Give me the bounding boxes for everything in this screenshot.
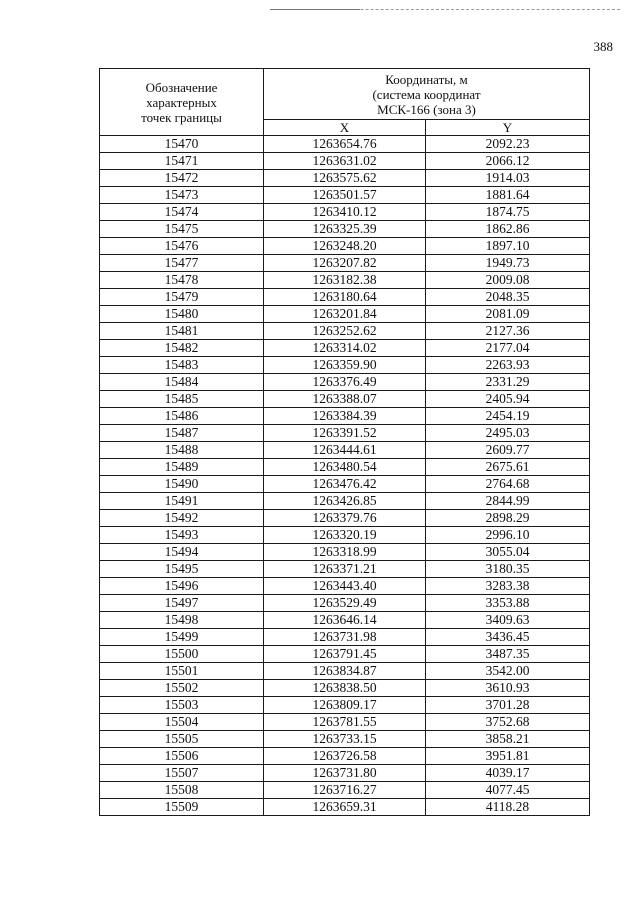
table-row [100, 527, 590, 544]
y-coordinate-cell: 4039.17 [426, 765, 590, 782]
table-row [100, 646, 590, 663]
x-coordinate-cell: 1263207.82 [264, 255, 426, 272]
x-coordinate-cell: 1263476.42 [264, 476, 426, 493]
point-cell: 15482 [100, 340, 264, 357]
y-coordinate-cell: 4077.45 [426, 782, 590, 799]
table-row [100, 510, 590, 527]
y-coordinate-cell: 3409.63 [426, 612, 590, 629]
point-cell: 15477 [100, 255, 264, 272]
table-row [100, 272, 590, 289]
x-coordinate-cell: 1263376.49 [264, 374, 426, 391]
table-row [100, 153, 590, 170]
table-row [100, 544, 590, 561]
x-coordinate-cell: 1263781.55 [264, 714, 426, 731]
table-row [100, 697, 590, 714]
x-coordinate-cell: 1263726.58 [264, 748, 426, 765]
point-cell: 15483 [100, 357, 264, 374]
coordinates-header [264, 69, 590, 120]
x-coordinate-cell: 1263529.49 [264, 595, 426, 612]
table-row [100, 459, 590, 476]
header-line: точек границы [141, 109, 222, 125]
point-cell: 15489 [100, 459, 264, 476]
y-coordinate-cell: 3055.04 [426, 544, 590, 561]
table-row [100, 187, 590, 204]
x-coordinate-cell: 1263426.85 [264, 493, 426, 510]
x-coordinate-cell: 1263791.45 [264, 646, 426, 663]
table-row [100, 561, 590, 578]
table-row [100, 204, 590, 221]
point-cell: 15498 [100, 612, 264, 629]
y-coordinate-cell: 2764.68 [426, 476, 590, 493]
y-coordinate-cell: 2048.35 [426, 289, 590, 306]
x-coordinate-cell: 1263388.07 [264, 391, 426, 408]
point-cell: 15507 [100, 765, 264, 782]
point-cell: 15476 [100, 238, 264, 255]
point-cell: 15495 [100, 561, 264, 578]
point-cell: 15503 [100, 697, 264, 714]
y-coordinate-cell: 2609.77 [426, 442, 590, 459]
table-row [100, 782, 590, 799]
point-cell: 15499 [100, 629, 264, 646]
y-coordinate-cell: 2177.04 [426, 340, 590, 357]
y-coordinate-cell: 1949.73 [426, 255, 590, 272]
table-row [100, 493, 590, 510]
point-cell: 15504 [100, 714, 264, 731]
x-coordinate-cell: 1263501.57 [264, 187, 426, 204]
y-coordinate-cell: 1874.75 [426, 204, 590, 221]
header-line: (система координат [372, 86, 481, 102]
y-coordinate-cell: 2675.61 [426, 459, 590, 476]
point-cell: 15505 [100, 731, 264, 748]
table-row [100, 391, 590, 408]
point-cell: 15494 [100, 544, 264, 561]
point-cell: 15491 [100, 493, 264, 510]
point-cell: 15478 [100, 272, 264, 289]
x-coordinate-cell: 1263180.64 [264, 289, 426, 306]
table-row [100, 306, 590, 323]
point-cell: 15487 [100, 425, 264, 442]
table-row [100, 340, 590, 357]
x-coordinate-cell: 1263201.84 [264, 306, 426, 323]
y-coordinate-cell: 3353.88 [426, 595, 590, 612]
point-cell: 15470 [100, 136, 264, 153]
x-coordinate-cell: 1263480.54 [264, 459, 426, 476]
table-row [100, 595, 590, 612]
table-row [100, 425, 590, 442]
x-coordinate-cell: 1263659.31 [264, 799, 426, 816]
table-row [100, 323, 590, 340]
x-coordinate-cell: 1263733.15 [264, 731, 426, 748]
point-cell: 15490 [100, 476, 264, 493]
x-coordinate-cell: 1263731.80 [264, 765, 426, 782]
x-coordinate-cell: 1263809.17 [264, 697, 426, 714]
point-cell: 15508 [100, 782, 264, 799]
x-coordinate-cell: 1263182.38 [264, 272, 426, 289]
x-coordinate-cell: 1263318.99 [264, 544, 426, 561]
header-line: МСК-166 (зона 3) [377, 101, 476, 117]
y-coordinate-cell: 1897.10 [426, 238, 590, 255]
coordinates-table [99, 68, 590, 816]
y-coordinate-cell: 2081.09 [426, 306, 590, 323]
scan-artifact-line [270, 9, 360, 10]
y-coordinate-cell: 2898.29 [426, 510, 590, 527]
coordinates-table-body [100, 136, 590, 816]
point-cell: 15479 [100, 289, 264, 306]
x-coordinate-cell: 1263834.87 [264, 663, 426, 680]
y-coordinate-cell: 3180.35 [426, 561, 590, 578]
table-row [100, 714, 590, 731]
y-coordinate-cell: 3701.28 [426, 697, 590, 714]
table-row [100, 408, 590, 425]
y-coordinate-cell: 3610.93 [426, 680, 590, 697]
point-cell: 15486 [100, 408, 264, 425]
table-row [100, 663, 590, 680]
table-row [100, 765, 590, 782]
point-cell: 15492 [100, 510, 264, 527]
y-coordinate-cell: 3951.81 [426, 748, 590, 765]
table-row [100, 289, 590, 306]
point-cell: 15497 [100, 595, 264, 612]
y-coordinate-cell: 2092.23 [426, 136, 590, 153]
table-row [100, 442, 590, 459]
x-coordinate-cell: 1263252.62 [264, 323, 426, 340]
x-coordinate-cell: 1263320.19 [264, 527, 426, 544]
table-row [100, 799, 590, 816]
header-line: Обозначение [145, 79, 218, 95]
x-coordinate-cell: 1263379.76 [264, 510, 426, 527]
x-coordinate-cell: 1263371.21 [264, 561, 426, 578]
point-cell: 15484 [100, 374, 264, 391]
x-coordinate-cell: 1263410.12 [264, 204, 426, 221]
x-coordinate-cell: 1263731.98 [264, 629, 426, 646]
header-line: характерных [146, 94, 217, 110]
x-coordinate-cell: 1263391.52 [264, 425, 426, 442]
table-row [100, 136, 590, 153]
y-coordinate-cell: 2844.99 [426, 493, 590, 510]
x-coordinate-cell: 1263654.76 [264, 136, 426, 153]
x-column-header: X [264, 120, 426, 136]
table-row [100, 578, 590, 595]
y-coordinate-cell: 1914.03 [426, 170, 590, 187]
point-cell: 15485 [100, 391, 264, 408]
point-cell: 15501 [100, 663, 264, 680]
table-row [100, 680, 590, 697]
x-coordinate-cell: 1263631.02 [264, 153, 426, 170]
point-cell: 15471 [100, 153, 264, 170]
y-coordinate-cell: 2263.93 [426, 357, 590, 374]
table-row [100, 238, 590, 255]
x-coordinate-cell: 1263444.61 [264, 442, 426, 459]
point-cell: 15493 [100, 527, 264, 544]
point-cell: 15481 [100, 323, 264, 340]
x-coordinate-cell: 1263443.40 [264, 578, 426, 595]
x-coordinate-cell: 1263646.14 [264, 612, 426, 629]
table-row [100, 255, 590, 272]
y-coordinate-cell: 2009.08 [426, 272, 590, 289]
y-coordinate-cell: 3858.21 [426, 731, 590, 748]
table-row [100, 629, 590, 646]
table-row [100, 748, 590, 765]
y-coordinate-cell: 2996.10 [426, 527, 590, 544]
x-coordinate-cell: 1263838.50 [264, 680, 426, 697]
y-coordinate-cell: 1881.64 [426, 187, 590, 204]
table-row [100, 374, 590, 391]
x-coordinate-cell: 1263359.90 [264, 357, 426, 374]
y-coordinate-cell: 3487.35 [426, 646, 590, 663]
y-coordinate-cell: 2066.12 [426, 153, 590, 170]
y-coordinate-cell: 2331.29 [426, 374, 590, 391]
point-cell: 15474 [100, 204, 264, 221]
x-coordinate-cell: 1263716.27 [264, 782, 426, 799]
table-row [100, 612, 590, 629]
y-coordinate-cell: 3283.38 [426, 578, 590, 595]
x-coordinate-cell: 1263384.39 [264, 408, 426, 425]
point-cell: 15496 [100, 578, 264, 595]
point-cell: 15475 [100, 221, 264, 238]
table-row [100, 731, 590, 748]
point-cell: 15472 [100, 170, 264, 187]
y-coordinate-cell: 3542.00 [426, 663, 590, 680]
point-cell: 15502 [100, 680, 264, 697]
point-cell: 15473 [100, 187, 264, 204]
table-row [100, 221, 590, 238]
table-row [100, 476, 590, 493]
point-designation-header [100, 69, 264, 136]
point-cell: 15506 [100, 748, 264, 765]
y-coordinate-cell: 2127.36 [426, 323, 590, 340]
header-line: Координаты, м [385, 71, 468, 87]
point-cell: 15480 [100, 306, 264, 323]
y-coordinate-cell: 2454.19 [426, 408, 590, 425]
x-coordinate-cell: 1263248.20 [264, 238, 426, 255]
y-coordinate-cell: 3752.68 [426, 714, 590, 731]
y-coordinate-cell: 4118.28 [426, 799, 590, 816]
table-row [100, 170, 590, 187]
x-coordinate-cell: 1263325.39 [264, 221, 426, 238]
page-number: 388 [593, 39, 613, 54]
point-cell: 15509 [100, 799, 264, 816]
point-cell: 15488 [100, 442, 264, 459]
y-column-header: Y [426, 120, 590, 136]
point-cell: 15500 [100, 646, 264, 663]
table-row [100, 357, 590, 374]
x-coordinate-cell: 1263314.02 [264, 340, 426, 357]
x-coordinate-cell: 1263575.62 [264, 170, 426, 187]
y-coordinate-cell: 1862.86 [426, 221, 590, 238]
y-coordinate-cell: 2405.94 [426, 391, 590, 408]
y-coordinate-cell: 3436.45 [426, 629, 590, 646]
y-coordinate-cell: 2495.03 [426, 425, 590, 442]
